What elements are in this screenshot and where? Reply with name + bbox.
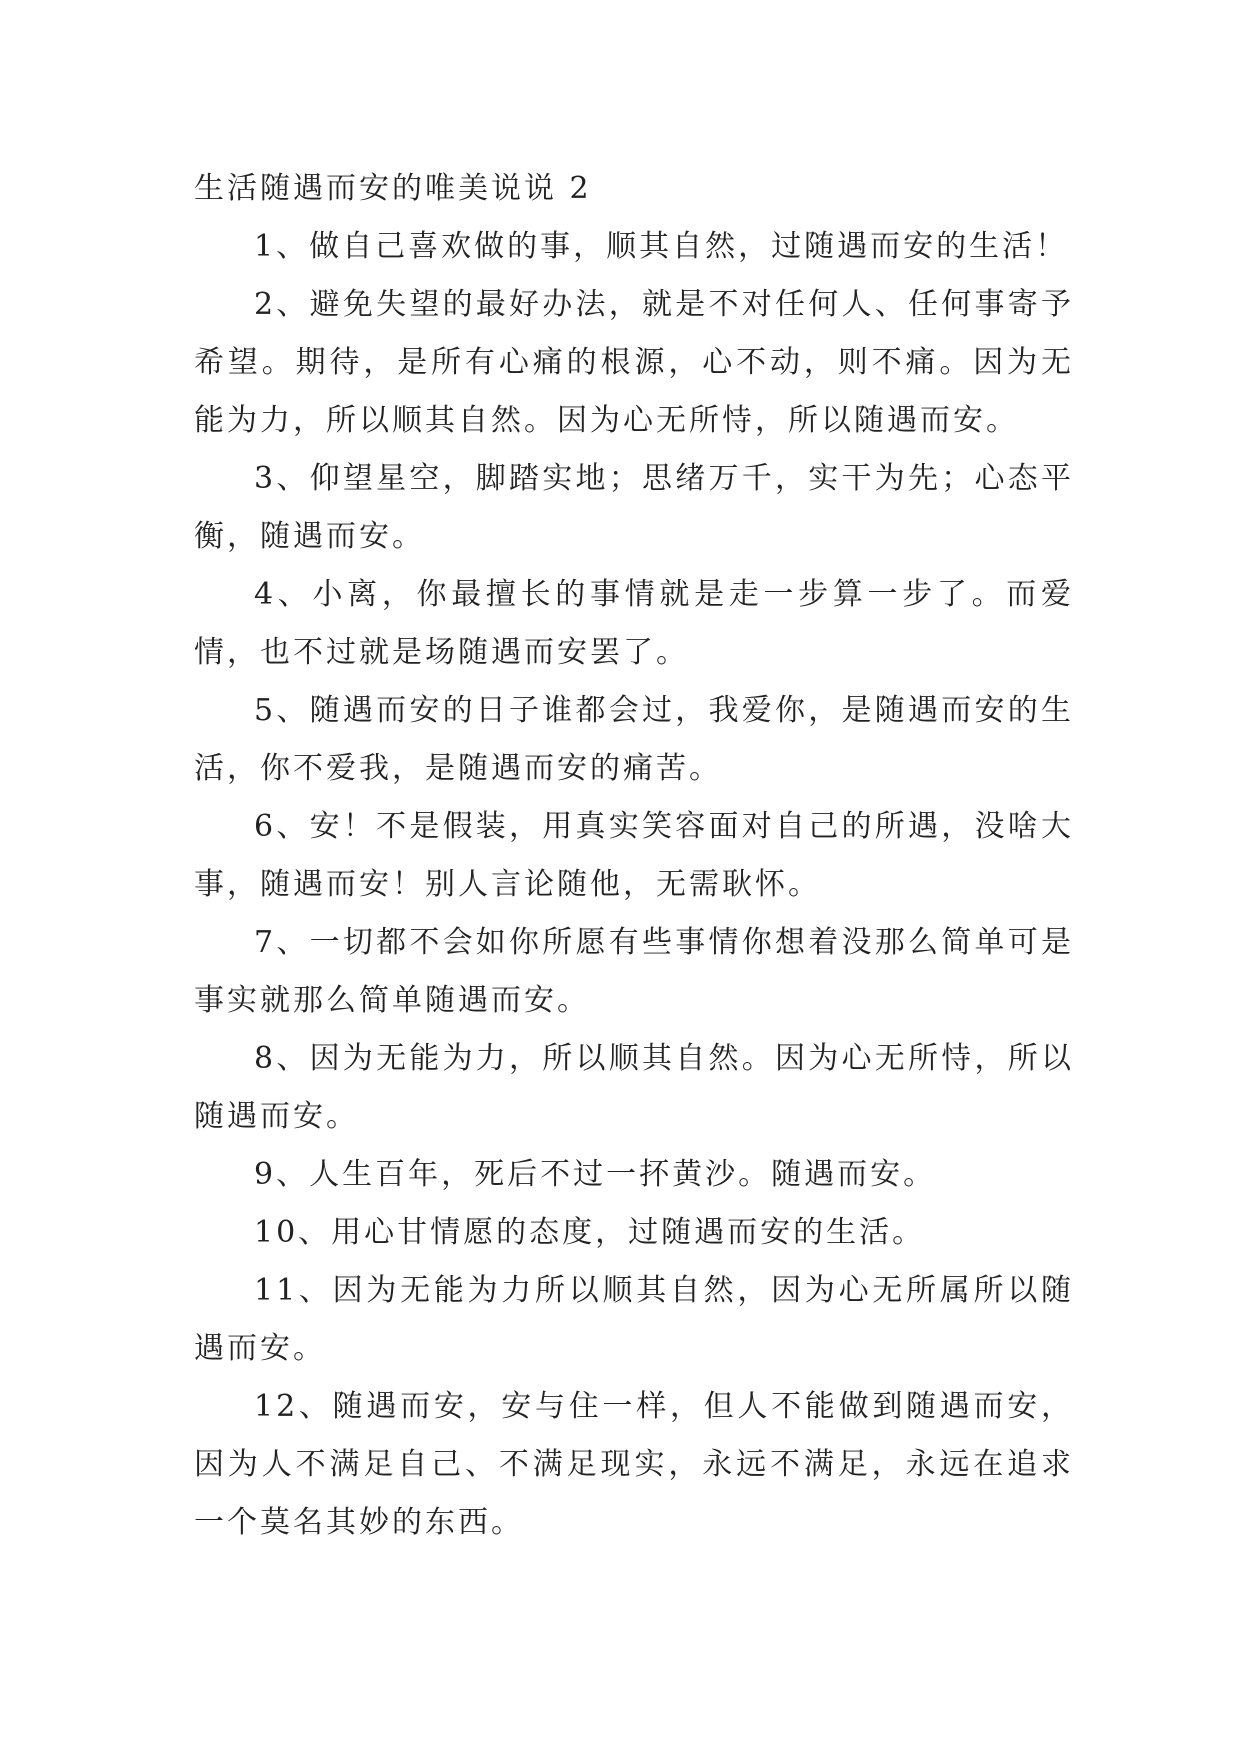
paragraph-7: 7、一切都不会如你所愿有些事情你想着没那么简单可是事实就那么简单随遇而安。	[194, 925, 1074, 1018]
document-title: 生活随遇而安的唯美说说 2	[194, 171, 592, 206]
paragraph-6: 6、安！不是假装，用真实笑容面对自己的所遇，没啥大事，随遇而安！别人言论随他，无需耿怀。	[194, 809, 1074, 902]
paragraph-2: 2、避免失望的最好办法，就是不对任何人、任何事寄予希望。期待，是所有心痛的根源，心不动，则不痛。因为无能为力，所以顺其自然。因为心无所恃，所以随遇而安。	[194, 287, 1074, 438]
paragraph-9: 9、人生百年，死后不过一抔黄沙。随遇而安。	[254, 1157, 937, 1192]
paragraph-11: 11、因为无能为力所以顺其自然，因为心无所属所以随遇而安。	[194, 1273, 1074, 1366]
paragraph-4: 4、小离，你最擅长的事情就是走一步算一步了。而爱情，也不过就是场随遇而安罢了。	[194, 577, 1074, 670]
paragraph-8: 8、因为无能为力，所以顺其自然。因为心无所恃，所以随遇而安。	[194, 1041, 1074, 1134]
paragraph-5: 5、随遇而安的日子谁都会过，我爱你，是随遇而安的生活，你不爱我，是随遇而安的痛苦。	[194, 693, 1074, 786]
paragraph-10: 10、用心甘情愿的态度，过随遇而安的生活。	[254, 1215, 926, 1250]
paragraph-1: 1、做自己喜欢做的事，顺其自然，过随遇而安的生活！	[254, 229, 1069, 264]
paragraph-3: 3、仰望星空，脚踏实地；思绪万千，实干为先；心态平衡，随遇而安。	[194, 461, 1074, 554]
paragraph-12: 12、随遇而安，安与住一样，但人不能做到随遇而安，因为人不满足自己、不满足现实，永远不满足，永远在追求一个莫名其妙的东西。	[194, 1389, 1074, 1540]
document-page	[194, 160, 1074, 1552]
